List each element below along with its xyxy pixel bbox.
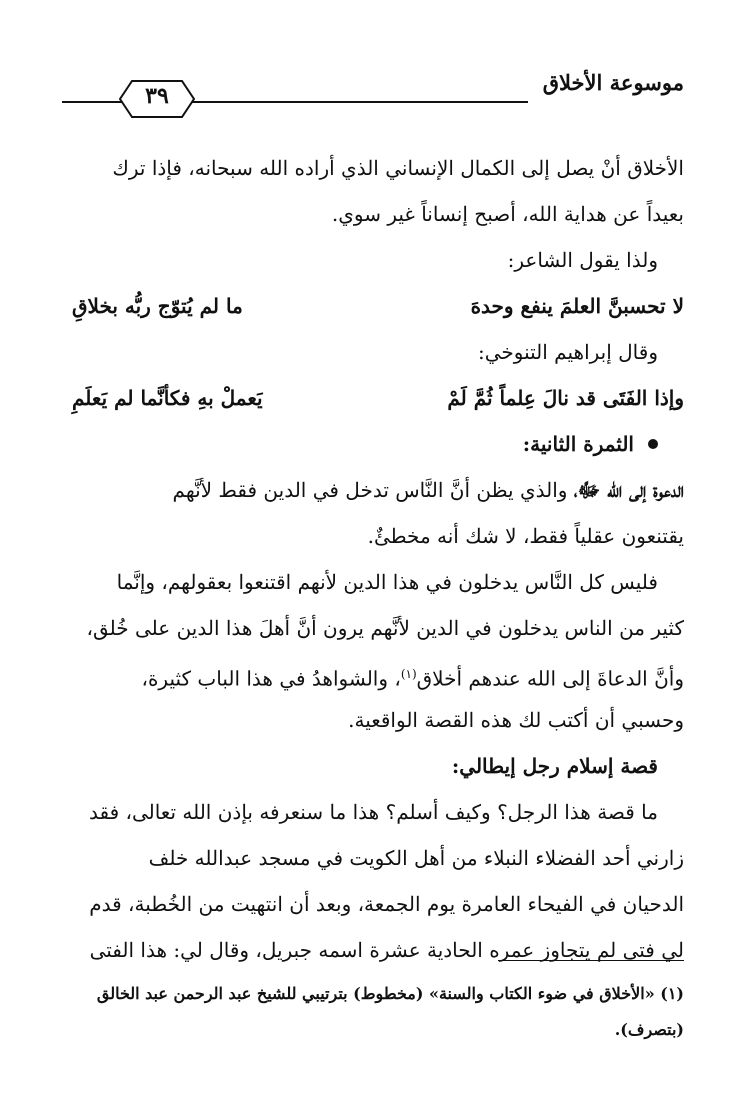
- text-line: يقتنعون عقلياً فقط، لا شك أنه مخطئٌ.: [367, 524, 684, 548]
- footnote-ref: (١): [400, 667, 417, 681]
- verse-1: [72, 283, 684, 329]
- text-line: [72, 651, 684, 697]
- header-rule-left: [62, 101, 122, 103]
- text-line: الدحيان في الفيحاء العامرة يوم الجمعة، وبعد أن انتهيت من الخُطبة، قدم: [89, 892, 684, 916]
- text-line: لي فتى لم يتجاوز عمره الحادية عشرة اسمه جبريل، وقال لي: هذا الفتى: [89, 938, 684, 962]
- text-fragment: وأنَّ الدعاةَ إلى الله عندهم أخلاق: [416, 666, 684, 691]
- text-fragment: ، والشواهدُ في هذا الباب كثيرة،: [141, 666, 401, 691]
- text-line: بعيداً عن هداية الله، أصبح إنساناً غير سوي.: [331, 202, 684, 226]
- text-fragment: والذي يظن أنَّ النَّاس تدخل في الدين فقط لأنَّهم: [172, 478, 574, 502]
- heading-text: الثمرة الثانية:: [522, 432, 634, 456]
- running-header-title: موسوعة الأخلاق: [542, 70, 684, 95]
- verse-2-second-hemistich: يَعملْ بهِ فكأنَّما لم يَعلَمِ: [72, 386, 263, 410]
- bold-phrase: الدعوة إلى الله ﷻ،: [573, 478, 684, 502]
- main-text: [72, 145, 684, 973]
- text-line: [72, 467, 684, 513]
- verse-2-first-hemistich: وإذا الفَتَى قد نالَ عِلماً ثُمَّ لَمْ: [447, 386, 684, 410]
- text-line: زارني أحد الفضلاء النبلاء من أهل الكويت في مسجد عبدالله خلف: [148, 846, 684, 870]
- header-rule-right: [192, 101, 528, 103]
- text-line: كثير من الناس يدخلون في الدين لأنَّهم يرون أنَّ أهلَ هذا الدين على خُلق،: [86, 616, 684, 640]
- footnote: [60, 976, 684, 1048]
- poet-intro: ولذا يقول الشاعر:: [507, 248, 658, 272]
- footnote-rule: [498, 960, 684, 961]
- section-heading-second-fruit: [72, 421, 684, 467]
- bullet-icon: [648, 439, 658, 449]
- text-line: ما قصة هذا الرجل؟ وكيف أسلم؟ هذا ما سنعرفه بإذن الله تعالى، فقد: [88, 800, 658, 824]
- footnote-line: (١) «الأخلاق في ضوء الكتاب والسنة» (مخطوط) بترتيبي للشيخ عبد الرحمن عبد الخالق: [96, 984, 684, 1003]
- text-line: الأخلاق أنْ يصل إلى الكمال الإنساني الذي أراده الله سبحانه، فإذا ترك: [112, 156, 684, 180]
- page-number: ٣٩: [145, 83, 169, 109]
- section-heading-italian-story: قصة إسلام رجل إيطالي:: [451, 754, 658, 778]
- text-line: فليس كل النَّاس يدخلون في هذا الدين لأنهم اقتنعوا بعقولهم، وإنَّما: [116, 570, 658, 594]
- poet2-intro: وقال إبراهيم التنوخي:: [478, 340, 658, 364]
- text-line: وحسبي أن أكتب لك هذه القصة الواقعية.: [348, 708, 684, 732]
- verse-2: [72, 375, 684, 421]
- verse-1-second-hemistich: ما لم يُتوّج ربُّه بخلاقِ: [72, 294, 243, 318]
- footnote-line: (بتصرف).: [614, 1020, 684, 1039]
- verse-1-first-hemistich: لا تحسبنَّ العلمَ ينفع وحدهَ: [470, 294, 684, 318]
